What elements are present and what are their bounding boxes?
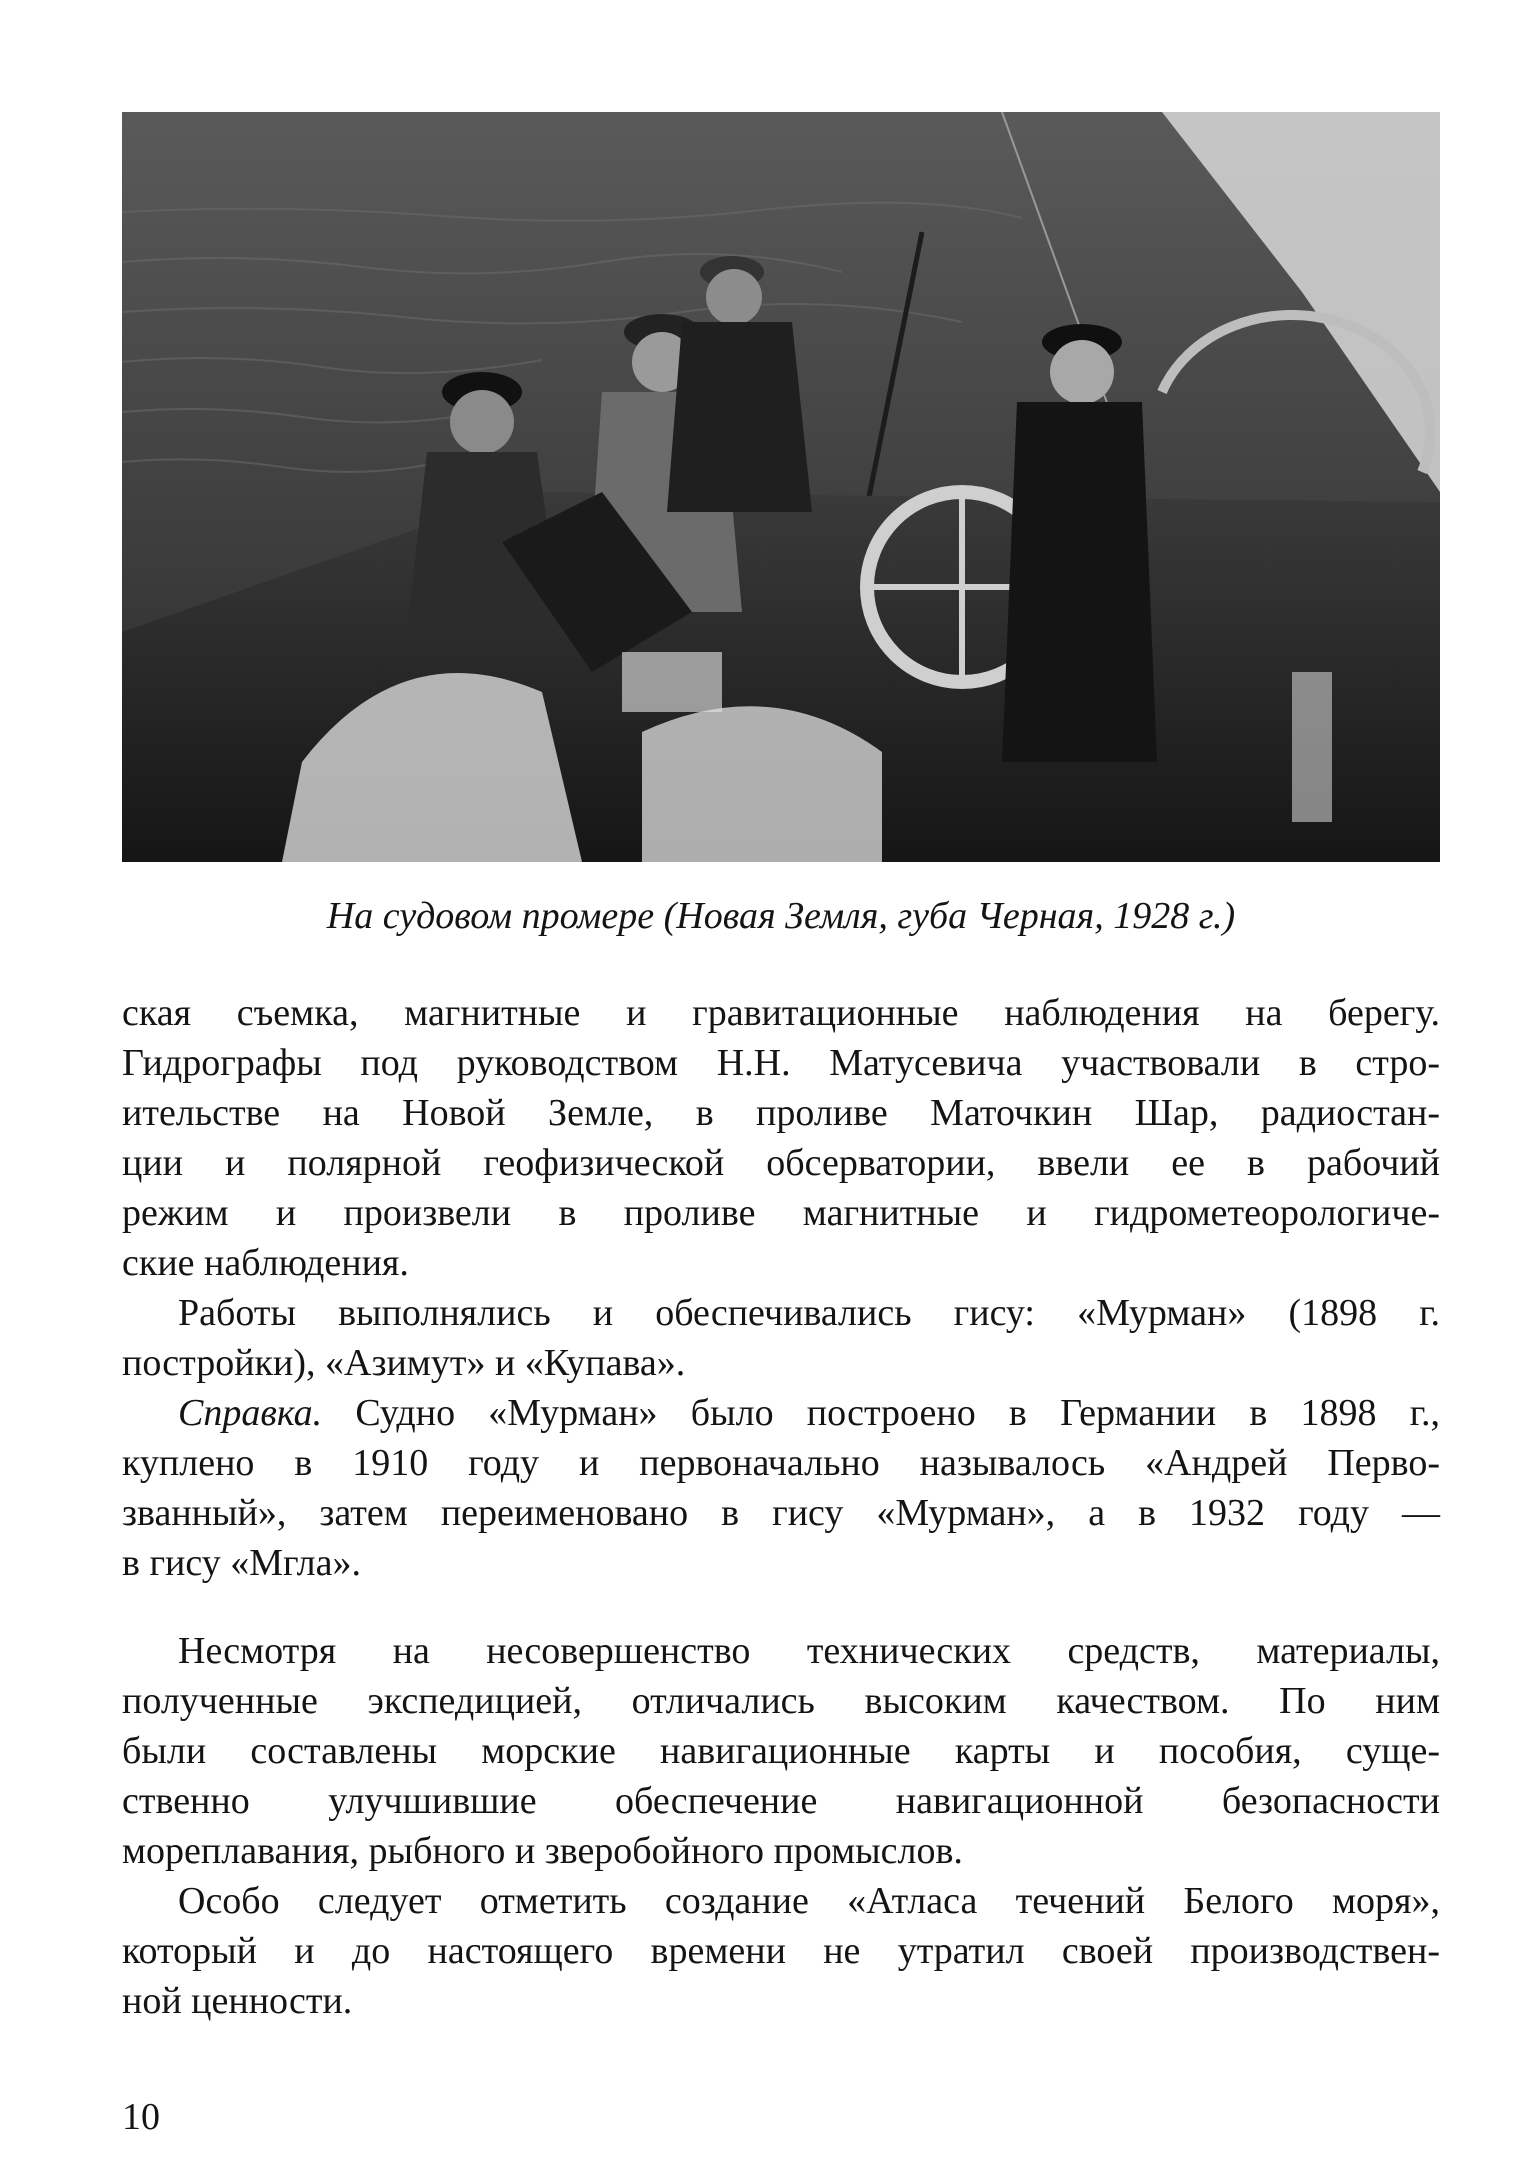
text-line: Гидрографы под руководством Н.Н. Матусевича участвовали в стро- <box>122 1042 1440 1084</box>
text-line: ительстве на Новой Земле, в проливе Маточкин Шар, радиостан- <box>122 1092 1440 1134</box>
text-line: ские наблюдения. <box>122 1242 409 1284</box>
text-line <box>122 1388 1440 1438</box>
ship-deck-photo <box>122 112 1440 862</box>
text-line: званный», затем переименовано в гису «Мурман», а в 1932 году — <box>122 1492 1440 1534</box>
reference-label: Справка. <box>178 1392 323 1434</box>
text-line: Работы выполнялись и обеспечивались гису: «Мурман» (1898 г. <box>178 1292 1440 1334</box>
text-line: ной ценности. <box>122 1980 353 2022</box>
reference-text: Судно «Мурман» было построено в Германии в 1898 г., <box>322 1392 1440 1434</box>
text-line: ции и полярной геофизической обсерватории, ввели ее в рабочий <box>122 1142 1440 1184</box>
text-line: Несмотря на несовершенство технических средств, материалы, <box>178 1630 1440 1672</box>
text-line: ская съемка, магнитные и гравитационные наблюдения на берегу. <box>122 992 1440 1034</box>
paragraph-gap <box>122 1588 1440 1626</box>
figure-caption: На судовом промере (Новая Земля, губа Черная, 1928 г.) <box>326 895 1236 937</box>
photo-illustration <box>122 112 1440 862</box>
text-line: мореплавания, рыбного и зверобойного промыслов. <box>122 1830 963 1872</box>
text-line: постройки), «Азимут» и «Купава». <box>122 1342 686 1384</box>
text-line: Особо следует отметить создание «Атласа течений Белого моря», <box>178 1880 1440 1922</box>
text-line: были составлены морские навигационные карты и пособия, суще- <box>122 1730 1440 1772</box>
page-number: 10 <box>122 2096 160 2138</box>
text-line: полученные экспедицией, отличались высоким качеством. По ним <box>122 1680 1440 1722</box>
text-line: режим и произвели в проливе магнитные и гидрометеорологиче- <box>122 1192 1440 1234</box>
text-line: в гису «Мгла». <box>122 1542 362 1584</box>
text-line: ственно улучшившие обеспечение навигационной безопасности <box>122 1780 1440 1822</box>
text-line: куплено в 1910 году и первоначально называлось «Андрей Перво- <box>122 1442 1440 1484</box>
text-line: который и до настоящего времени не утратил своей производствен- <box>122 1930 1440 1972</box>
body-text <box>122 988 1440 2026</box>
